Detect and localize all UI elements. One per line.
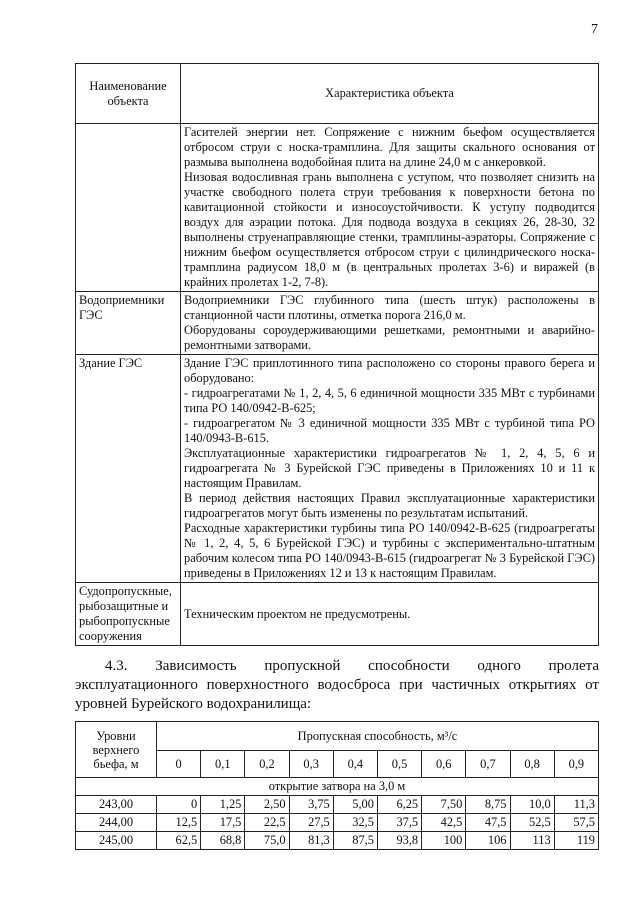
capacity-cell: 68,8	[201, 832, 245, 850]
capacity-cell: 42,5	[422, 814, 466, 832]
table-row	[76, 796, 599, 814]
capacity-cell: 22,5	[245, 814, 289, 832]
object-characteristics-table	[75, 63, 599, 646]
opening-header-cell: 0,4	[333, 751, 377, 778]
opening-header-cell: 0,7	[466, 751, 510, 778]
row-name: Судопропускные, рыбозащитные и рыбопропускные сооружения	[76, 583, 181, 646]
header-object-name: Наименование объекта	[76, 64, 181, 124]
paragraph: - гидроагрегатом № 3 единичной мощности 335 МВт с турбиной типа РО 140/0943-В-615.	[184, 416, 595, 445]
capacity-cell: 5,00	[333, 796, 377, 814]
capacity-cell: 0	[157, 796, 201, 814]
level-cell: 243,00	[76, 796, 157, 814]
row-name	[76, 124, 181, 292]
level-header: Уровни верхнего бьефа, м	[76, 722, 157, 778]
capacity-cell: 100	[422, 832, 466, 850]
capacity-cell: 2,50	[245, 796, 289, 814]
header-object-characteristic: Характеристика объекта	[181, 64, 599, 124]
capacity-cell: 10,0	[510, 796, 554, 814]
section-heading	[75, 657, 599, 714]
opening-header-cell: 0,2	[245, 751, 289, 778]
capacity-cell: 11,3	[554, 796, 598, 814]
capacity-cell: 1,25	[201, 796, 245, 814]
capacity-cell: 8,75	[466, 796, 510, 814]
capacity-cell: 47,5	[466, 814, 510, 832]
table-row	[76, 583, 599, 646]
row-name: Водоприемники ГЭС	[76, 292, 181, 355]
table-row	[76, 814, 599, 832]
capacity-cell: 119	[554, 832, 598, 850]
capacity-cell: 93,8	[377, 832, 421, 850]
capacity-cell: 106	[466, 832, 510, 850]
row-characteristic	[181, 124, 599, 292]
section-title: Зависимость пропускной способности одного пролета эксплуатационного поверхностного водосброса при частичных открытиях от уровней Бурейского водохранилища:	[75, 658, 600, 712]
page-number: 7	[591, 22, 598, 37]
capacity-table	[75, 721, 599, 850]
table-header-row	[76, 64, 599, 124]
opening-header-cell: 0,5	[377, 751, 421, 778]
paragraph: - гидроагрегатами № 1, 2, 4, 5, 6 единичной мощности 335 МВт с турбинами типа РО 140/0942-В-625;	[184, 386, 595, 415]
paragraph: В период действия настоящих Правил эксплуатационные характеристики гидроагрегатов могут быть изменены по результатам испытаний.	[184, 491, 595, 520]
capacity-cell: 37,5	[377, 814, 421, 832]
table-row	[76, 355, 599, 583]
capacity-cell: 32,5	[333, 814, 377, 832]
paragraph: Оборудованы сороудерживающими решетками, ремонтными и аварийно-ремонтными затворами.	[184, 323, 595, 352]
row-name: Здание ГЭС	[76, 355, 181, 583]
opening-header-cell: 0,8	[510, 751, 554, 778]
paragraph: Здание ГЭС приплотинного типа расположено со стороны правого берега и оборудовано:	[184, 356, 595, 385]
table-row	[76, 124, 599, 292]
opening-header-cell: 0,3	[289, 751, 333, 778]
paragraph: Расходные характеристики турбины типа РО 140/0942-В-625 (гидроагрегаты № 1, 2, 4, 5, 6 Бурейской ГЭС) и турбины с экспериментально-штатным рабочим колесом типа РО 140/0943-В-615 (гидроагрегат № 3 Бурейской ГЭС) приведены в Приложениях 12 и 13 к настоящим Правилам.	[184, 521, 595, 580]
capacity-cell: 81,3	[289, 832, 333, 850]
opening-header-cell: 0,6	[422, 751, 466, 778]
section-number: 4.3.	[105, 658, 128, 674]
paragraph: Водоприемники ГЭС глубинного типа (шесть штук) расположены в станционной части плотины, отметка порога 216,0 м.	[184, 293, 595, 322]
capacity-cell: 12,5	[157, 814, 201, 832]
paragraph: Низовая водосливная грань выполнена с уступом, что позволяет снизить на участке свободного полета струи требования к поверхности бетона по кавитационной стойкости и износоустойчивости. К уступу подводится воздух для аэрации потока. Для подвода воздуха в секциях 26, 28-30, 32 выполнены струенаправляющие стенки, трамплины-аэраторы. Сопряжение с нижним бьефом осуществляется отбросом струи с цилиндрического носка-трамплина радиусом 18,0 м (в центральных пролетах 3-6) и виражей (в крайних пролетах 1-2, 7-8).	[184, 170, 595, 289]
paragraph: Техническим проектом не предусмотрены.	[184, 606, 411, 621]
section-4-3	[75, 657, 599, 714]
capacity-header: Пропускная способность, м³/с	[157, 722, 599, 751]
capacity-cell: 75,0	[245, 832, 289, 850]
opening-header-cell: 0,1	[201, 751, 245, 778]
capacity-cell: 57,5	[554, 814, 598, 832]
capacity-cell: 17,5	[201, 814, 245, 832]
capacity-cell: 7,50	[422, 796, 466, 814]
table-row	[76, 292, 599, 355]
opening-header-cell: 0,9	[554, 751, 598, 778]
row-characteristic	[181, 583, 599, 646]
capacity-cell: 6,25	[377, 796, 421, 814]
paragraph: Гасителей энергии нет. Сопряжение с нижним бьефом осуществляется отбросом струи с носка-трамплина. Для защиты скального основания от размыва выполнена водобойная плита на длине 24,0 м с анкеровкой.	[184, 125, 595, 169]
capacity-cell: 113	[510, 832, 554, 850]
row-characteristic	[181, 355, 599, 583]
table-row	[76, 832, 599, 850]
capacity-cell: 62,5	[157, 832, 201, 850]
paragraph: Эксплуатационные характеристики гидроагрегатов № 1, 2, 4, 5, 6 и гидроагрегата № 3 Бурейской ГЭС приведены в Приложениях 10 и 11 к настоящим Правилам.	[184, 446, 595, 490]
capacity-cell: 52,5	[510, 814, 554, 832]
level-cell: 244,00	[76, 814, 157, 832]
capacity-cell: 27,5	[289, 814, 333, 832]
capacity-cell: 3,75	[289, 796, 333, 814]
gate-opening-caption: открытие затвора на 3,0 м	[76, 778, 599, 796]
opening-header-cell: 0	[157, 751, 201, 778]
row-characteristic	[181, 292, 599, 355]
capacity-cell: 87,5	[333, 832, 377, 850]
level-cell: 245,00	[76, 832, 157, 850]
